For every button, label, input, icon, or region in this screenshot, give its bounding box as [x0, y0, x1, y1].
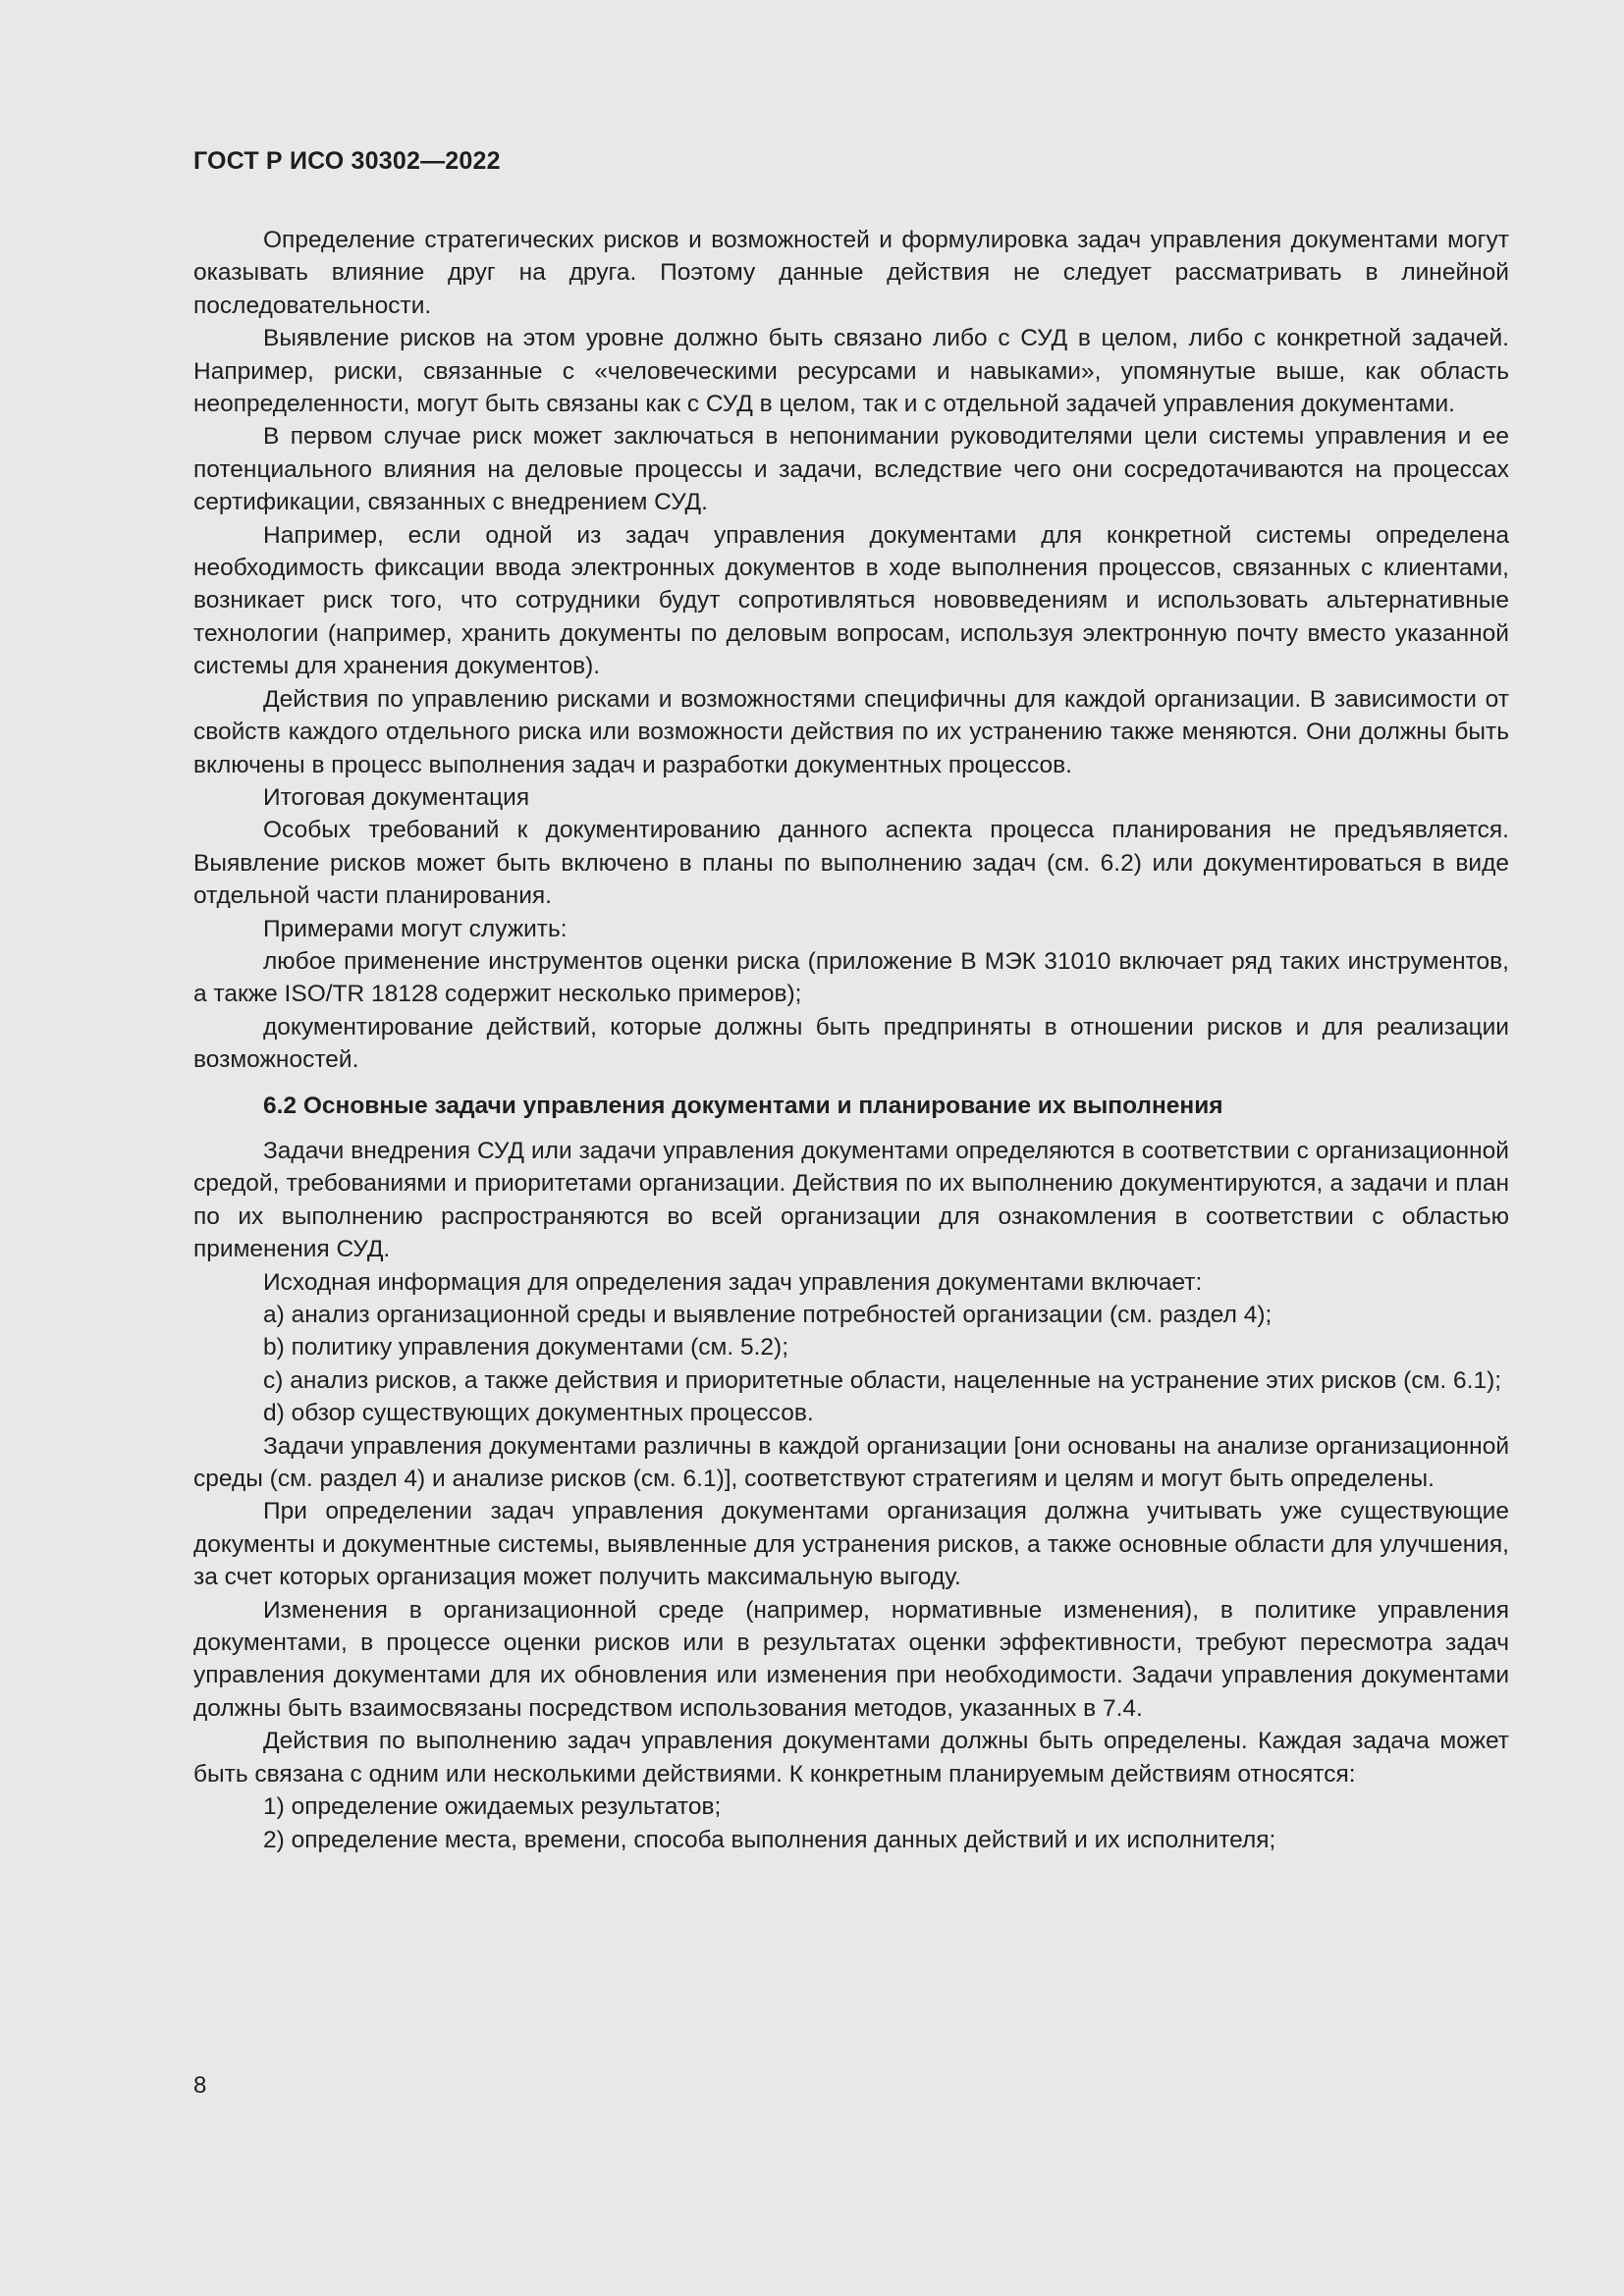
paragraph: Примерами могут служить:	[263, 915, 568, 942]
paragraph: Определение стратегических рисков и возможностей и формулировка задач управления документами могут оказывать влияние друг на друга. Поэтому данные действия не следует рассматривать в линейной последовательности.	[193, 227, 1509, 319]
paragraph: Действия по выполнению задач управления документами должны быть определены. Каждая задача может быть связана с одним или несколькими действиями. К конкретным планируемым действиям относятся:	[193, 1728, 1509, 1788]
paragraph: Итоговая документация	[263, 783, 530, 811]
paragraph: Задачи внедрения СУД или задачи управления документами определяются в соответствии с организационной средой, требованиями и приоритетами организации. Действия по их выполнению документируются, а задачи и план по их выполнению распространяются во всей организации для ознакомления в соответствии с областью применения СУД.	[193, 1137, 1509, 1263]
paragraph: Особых требований к документированию данного аспекта процесса планирования не предъявляется. Выявление рисков может быть включено в планы по выполнению задач (см. 6.2) или документироваться в виде отдельной части планирования.	[193, 817, 1509, 910]
paragraph: Задачи управления документами различны в каждой организации [они основаны на анализе организационной среды (см. раздел 4) и анализе рисков (см. 6.1)], соответствуют стратегиям и целям и могут быть определены.	[193, 1432, 1509, 1493]
paragraph: Выявление рисков на этом уровне должно быть связано либо с СУД в целом, либо с конкретной задачей. Например, риски, связанные с «человеческими ресурсами и навыками», упомянутые выше, как область неопределенности, могут быть связаны как с СУД в целом, так и с отдельной задачей управления документами.	[193, 325, 1509, 418]
paragraph: При определении задач управления документами организация должна учитывать уже существующие документы и документные системы, выявленные для устранения рисков, а также основные области для улучшения, за счет которых организация может получить максимальную выгоду.	[193, 1498, 1509, 1591]
list-item: d) обзор существующих документных процессов.	[263, 1400, 814, 1427]
paragraph: Изменения в организационной среде (например, нормативные изменения), в политике управления документами, в процессе оценки рисков или в результатах оценки эффективности, требуют пересмотра задач управления документами для их обновления или изменения при необходимости. Задачи управления документами должны быть взаимосвязаны посредством использования методов, указанных в 7.4.	[193, 1596, 1509, 1722]
list-item: 2) определение места, времени, способа выполнения данных действий и их исполнителя;	[263, 1826, 1276, 1853]
paragraph: В первом случае риск может заключаться в непонимании руководителями цели системы управления и ее потенциального влияния на деловые процессы и задачи, вследствие чего они сосредотачиваются на процессах сертификации, связанных с внедрением СУД.	[193, 423, 1509, 516]
section-heading: 6.2 Основные задачи управления документами и планирование их выполнения	[263, 1092, 1223, 1119]
paragraph: Действия по управлению рисками и возможностями специфичны для каждой организации. В зависимости от свойств каждого отдельного риска или возможности действия по их устранению также меняются. Они должны быть включены в процесс выполнения задач и разработки документных процессов.	[193, 685, 1509, 778]
page-number: 8	[193, 2072, 207, 2099]
list-item: c) анализ рисков, а также действия и приоритетные области, нацеленные на устранение этих рисков (см. 6.1);	[263, 1366, 1502, 1394]
list-item: документирование действий, которые должны быть предприняты в отношении рисков и для реализации возможностей.	[193, 1013, 1509, 1074]
paragraph: Исходная информация для определения задач управления документами включает:	[263, 1268, 1203, 1296]
body-text	[193, 224, 1509, 1856]
list-item: а) анализ организационной среды и выявление потребностей организации (см. раздел 4);	[263, 1302, 1272, 1328]
document-header: ГОСТ Р ИСО 30302—2022	[193, 147, 501, 175]
paragraph: Например, если одной из задач управления документами для конкретной системы определена необходимость фиксации ввода электронных документов в ходе выполнения процессов, связанных с клиентами, возникает риск того, что сотрудники будут сопротивляться нововведениям и использовать альтернативные технологии (например, хранить документы по деловым вопросам, используя электронную почту вместо указанной системы для хранения документов).	[193, 521, 1509, 680]
list-item: b) политику управления документами (см. 5.2);	[263, 1334, 789, 1362]
list-item: 1) определение ожидаемых результатов;	[263, 1793, 722, 1821]
list-item: любое применение инструментов оценки риска (приложение В МЭК 31010 включает ряд таких инструментов, а также ISO/TR 18128 содержит несколько примеров);	[193, 947, 1509, 1008]
